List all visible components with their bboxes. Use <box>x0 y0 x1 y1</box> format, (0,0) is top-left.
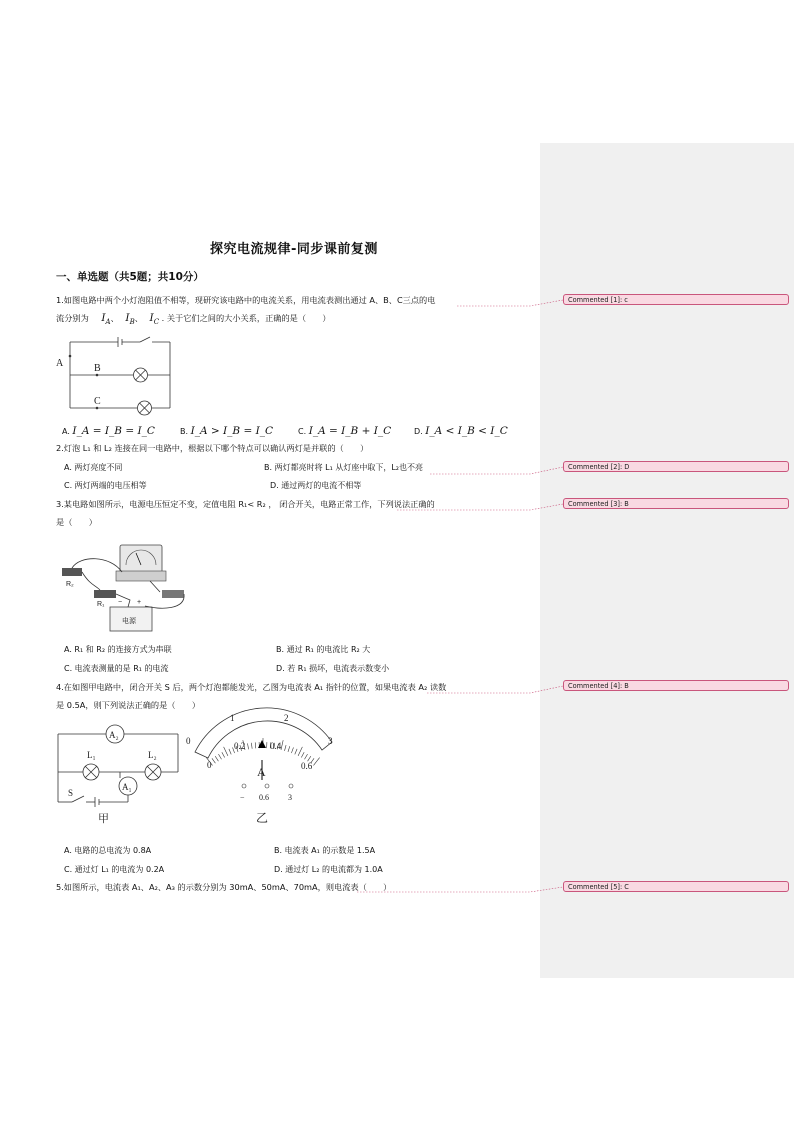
q1-line1: 1.如图电路中两个小灯泡阻值不相等，现研究该电路中的电流关系，用电流表测出通过 A、B、C三点的电 <box>56 295 436 305</box>
dial-tick <box>295 749 297 755</box>
q1-ib-symbol: I <box>125 312 130 324</box>
comment-3[interactable]: Commented [3]: B <box>563 498 789 509</box>
q1-line2-pre: 流分别为 <box>56 313 89 323</box>
dial-tick <box>313 758 319 766</box>
dial-tick <box>301 752 304 757</box>
dial-tick <box>212 758 215 763</box>
dial-arc-band <box>195 708 332 758</box>
q3-option-a[interactable]: A. R₁ 和 R₂ 的连接方式为串联 <box>64 645 172 654</box>
q1-sep-1: 、 <box>110 313 119 323</box>
dial-tick <box>288 746 290 752</box>
q3-option-d[interactable]: D. 若 R₁ 损坏，电流表示数变小 <box>276 664 390 673</box>
q1-option-a-label: A. <box>62 427 70 436</box>
q5-stem: 5.如图所示，电流表 A₁、A₂、A₃ 的示数分别为 30mA、50mA、70mA，则电流表（ ） <box>56 882 392 892</box>
comment-1[interactable]: Commented [1]: c <box>563 294 789 305</box>
dial-unit-a: A <box>257 765 266 779</box>
q2-option-b[interactable]: B. 两灯都亮时将 L₁ 从灯座中取下，L₂也不亮 <box>264 463 423 472</box>
q4-option-b[interactable]: B. 电流表 A₁ 的示数是 1.5A <box>274 846 376 855</box>
dial-terminal-minus: − <box>240 793 245 802</box>
dial-label-bottom-06: 0.6 <box>301 761 313 771</box>
q4-label-a2: A₂ <box>109 730 119 740</box>
q1-option-c-label: C. <box>298 427 307 436</box>
dial-terminal-3: 3 <box>288 793 292 802</box>
dial-label-bottom-04: 0.4 <box>270 741 282 751</box>
q3-line1: 3.某电路如图所示，电源电压恒定不变，定值电阻 R₁< R₂ ， 闭合开关，电路正常工作，下列说法正确的 <box>56 499 435 509</box>
dial-tick <box>229 749 231 755</box>
comment-4[interactable]: Commented [4]: B <box>563 680 789 691</box>
dial-tick <box>222 752 225 757</box>
dial-tick <box>248 743 249 749</box>
dial-tick <box>304 754 307 759</box>
q4-option-c[interactable]: C. 通过灯 L₁ 的电流为 0.2A <box>64 865 165 874</box>
q3-label-minus: − <box>118 599 123 606</box>
dial-tick <box>224 747 228 756</box>
dial-tick <box>255 742 256 748</box>
q4-label-yi: 乙 <box>256 811 269 825</box>
q1-line2-post: . 关于它们之间的大小关系，正确的是（ ） <box>161 313 331 323</box>
q2-stem: 2.灯泡 L₁ 和 L₂ 连接在同一电路中，根据以下哪个特点可以确认两灯是并联的（ ） <box>56 443 369 453</box>
dial-terminal-06: 0.6 <box>259 793 269 802</box>
q2-option-c[interactable]: C. 两灯两端的电压相等 <box>64 481 147 490</box>
q3-label-r1: R₁ <box>97 601 105 608</box>
q1-label-b: B <box>94 363 101 374</box>
dial-label-top-3: 3 <box>328 736 333 746</box>
dial-terminal-knob-1 <box>242 784 246 788</box>
q4-label-s: S <box>68 788 74 798</box>
q4-line1: 4.在如图甲电路中，闭合开关 S 后，两个灯泡都能发光，乙图为电流表 A₁ 指针的位置，如果电流表 A₂ 读数 <box>56 682 447 692</box>
q4-label-l1: L₁ <box>87 750 96 760</box>
dial-tick <box>281 740 283 750</box>
q4-line2: 是 0.5A，则下列说法正确的是（ ） <box>56 700 201 710</box>
q1-label-c: C <box>94 396 101 407</box>
q2-option-d[interactable]: D. 通过两灯的电流不相等 <box>270 481 362 490</box>
q3-label-r2: R₂ <box>66 581 74 588</box>
dial-label-top-1: 1 <box>230 713 235 723</box>
q4-option-d[interactable]: D. 通过灯 L₂ 的电流都为 1.0A <box>274 865 383 874</box>
section-heading: 一、单选题（共5题；共10分） <box>56 271 204 283</box>
dial-tick <box>215 756 218 761</box>
q1-ia-symbol: I <box>101 312 106 324</box>
q3-label-plus: + <box>137 599 142 606</box>
q4-label-jia: 甲 <box>98 813 109 825</box>
dial-tick <box>284 745 286 751</box>
dial-terminal-knob-3 <box>289 784 293 788</box>
dial-tick <box>251 743 252 749</box>
page-title: 探究电流规律-同步课前复测 <box>210 242 378 257</box>
q1-ia-sub: A <box>105 318 111 327</box>
dial-label-top-0: 0 <box>186 736 191 746</box>
dial-terminal-knob-2 <box>265 784 269 788</box>
q3-label-source: 电源 <box>122 618 136 625</box>
dial-label-bottom-02: 0.2 <box>234 741 246 751</box>
dial-tick <box>218 754 221 759</box>
q3-option-c[interactable]: C. 电流表测量的是 R₁ 的电流 <box>64 664 169 673</box>
dial-label-bottom-0: 0 <box>207 760 212 770</box>
q1-ib-sub: B <box>129 318 135 327</box>
q1-label-a: A <box>56 358 64 369</box>
q1-ic-symbol: I <box>149 312 154 324</box>
q1-option-c-math: I_A = I_B + I_C <box>308 425 392 437</box>
q1-option-b-label: B. <box>180 427 189 436</box>
q4-label-l2: L₂ <box>148 750 157 760</box>
dial-tick <box>298 747 302 756</box>
q4-label-a1: A₁ <box>122 782 132 792</box>
q1-sep-2: 、 <box>134 313 143 323</box>
q1-option-d-math: I_A < I_B < I_C <box>425 425 508 437</box>
q3-option-b[interactable]: B. 通过 R₁ 的电流比 R₂ 大 <box>276 645 371 654</box>
comment-5[interactable]: Commented [5]: C <box>563 881 789 892</box>
q3-line2: 是（ ） <box>56 517 97 527</box>
comment-2[interactable]: Commented [2]: D <box>563 461 789 472</box>
q1-ic-sub: C <box>153 318 160 327</box>
q2-option-a[interactable]: A. 两灯亮度不同 <box>64 463 123 472</box>
q1-option-d-label: D. <box>414 427 423 436</box>
q1-option-b-math: I_A > I_B = I_C <box>190 425 274 437</box>
q1-option-a-math: I_A = I_B = I_C <box>72 425 155 437</box>
q4-option-a[interactable]: A. 电路的总电流为 0.8A <box>64 846 152 855</box>
dial-label-top-2: 2 <box>284 713 289 723</box>
dial-tick <box>291 747 293 753</box>
